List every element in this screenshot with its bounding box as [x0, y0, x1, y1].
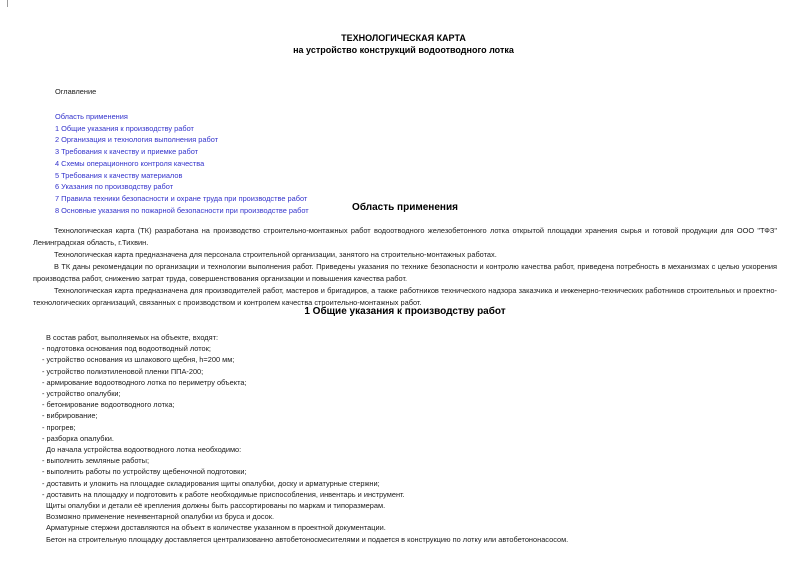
toc-link-section-4[interactable]: 4 Схемы операционного контроля качества	[55, 158, 205, 168]
paragraph-line: технологических организаций, связанных с производством и контролем качества строительно-монтажных работ.	[33, 298, 422, 307]
text-line: Возможно применение неинвентарной опалубки из бруса и досок.	[46, 512, 275, 522]
list-item: - доставить и уложить на площадке складирования щиты опалубки, доску и арматурные стержни;	[42, 478, 380, 488]
list-item: - подготовка основания под водоотводный лоток;	[42, 344, 211, 354]
toc-link-section-6[interactable]: 6 Указания по производству работ	[55, 182, 174, 192]
text-line: Бетон на строительную площадку доставляется централизованно автобетоносмесителями и подается в конструкцию по лотку или автобетононасосом.	[46, 534, 569, 544]
toc-heading: Оглавление	[55, 87, 97, 96]
toc-link-section-7[interactable]: 7 Правила техники безопасности и охране труда при производстве работ	[55, 193, 308, 203]
toc-link-section-2[interactable]: 2 Организация и технология выполнения работ	[55, 135, 219, 145]
section-heading-general: 1 Общие указания к производству работ	[304, 306, 506, 317]
document-title-line1: ТЕХНОЛОГИЧЕСКАЯ КАРТА	[341, 33, 466, 43]
list-item: - устройство опалубки;	[42, 389, 121, 399]
list-item: - разборка опалубки.	[42, 433, 114, 443]
page-edge-mark	[7, 0, 8, 7]
list-item: - выполнить работы по устройству щебеночной подготовки;	[42, 467, 247, 477]
list-item: - прогрев;	[42, 422, 76, 432]
list-item: - доставить на площадку и подготовить к работе необходимые приспособления, инвентарь и инструмент.	[42, 489, 405, 499]
scope-paragraphs	[33, 225, 777, 309]
table-of-contents	[55, 86, 309, 216]
paragraph-line: Технологическая карта предназначена для производителей работ, мастеров и бригадиров, а также работников технического надзора заказчика и инженерно-технических работников строительных и проектно-	[54, 286, 777, 295]
list-item: - устройство основания из шлакового щебня, h=200 мм;	[42, 355, 235, 365]
paragraph-line: Технологическая карта предназначена для персонала строительной организации, занятого на строительно-монтажных работах.	[54, 250, 497, 259]
list-item: - бетонирование водоотводного лотка;	[42, 400, 175, 410]
toc-links	[55, 111, 309, 216]
document-title	[0, 33, 807, 56]
list-item: - устройство полиэтиленовой пленки ППА-200;	[42, 366, 204, 376]
list-item: - вибрирование;	[42, 411, 98, 421]
paragraph-line: В ТК даны рекомендации по организации и технологии выполнения работ. Приведены указания по технике безопасности и контролю качества работ, приведена потребность в механизмах с целью ускорения	[54, 262, 777, 271]
section-heading-scope: Область применения	[352, 202, 458, 213]
paragraph-line: Технологическая карта (ТК) разработана на производство строительно-монтажных работ водоотводного железобетонного лотка открытой площадки хранения сырья и готовой продукции для ООО "ТФЗ"	[54, 226, 777, 235]
toc-link-scope[interactable]: Область применения	[55, 112, 128, 121]
text-line: В состав работ, выполняемых на объекте, входят:	[46, 333, 219, 342]
general-lines	[33, 332, 777, 545]
paragraph-line: производства работ, снижению затрат труда, совершенствования организации и повышения качества работ.	[33, 274, 408, 283]
toc-link-section-8[interactable]: 8 Основные указания по пожарной безопасности при производстве работ	[55, 205, 309, 215]
list-item: - армирование водоотводного лотка по периметру объекта;	[42, 377, 247, 387]
toc-link-section-1[interactable]: 1 Общие указания к производству работ	[55, 123, 194, 133]
text-line: Арматурные стержни доставляются на объект в количестве указанном в проектной документации.	[46, 523, 386, 533]
paragraph-line: Ленинградская область, г.Тихвин.	[33, 238, 149, 247]
toc-link-section-3[interactable]: 3 Требования к качеству и приемке работ	[55, 147, 199, 157]
document-title-line2: на устройство конструкций водоотводного лотка	[293, 44, 514, 55]
toc-link-section-5[interactable]: 5 Требования к качеству материалов	[55, 170, 183, 180]
list-item: - выполнить земляные работы;	[42, 456, 150, 466]
text-line: До начала устройства водоотводного лотка необходимо:	[46, 445, 242, 455]
text-line: Щиты опалубки и детали её крепления должны быть рассортированы по маркам и типоразмерам.	[46, 501, 386, 511]
